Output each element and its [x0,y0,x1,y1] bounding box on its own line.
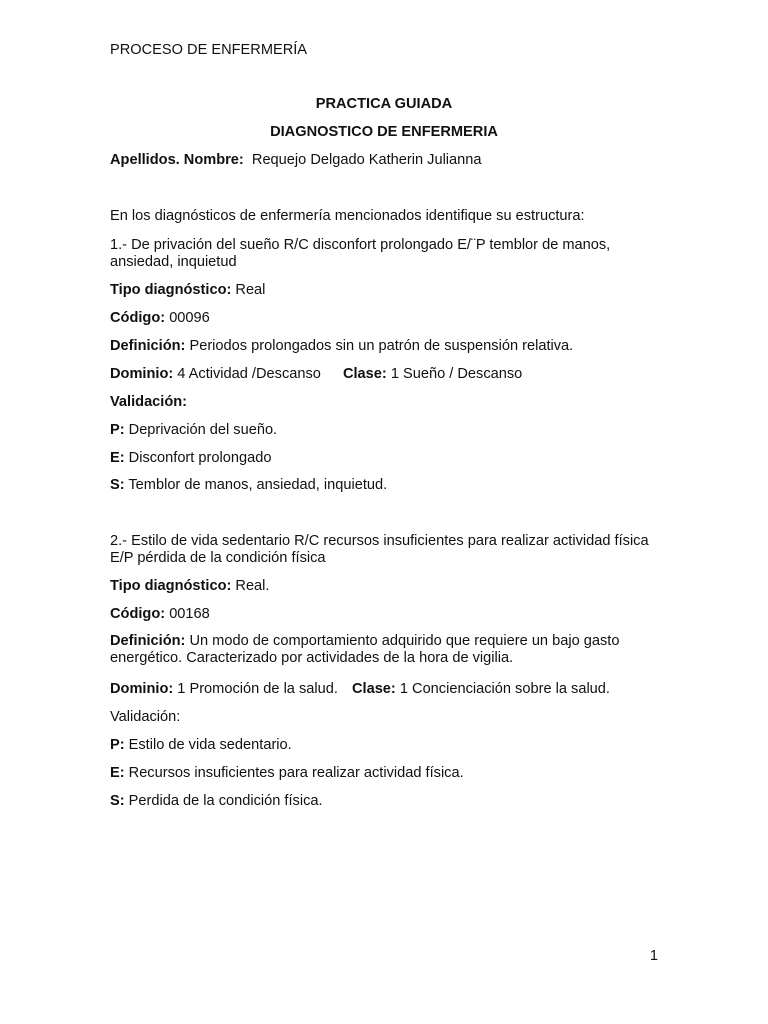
diagnosis-1-e: E: Disconfort prolongado [110,450,272,466]
instruction: En los diagnósticos de enfermería mencionados identifique su estructura: [110,208,585,224]
student-line [110,152,658,169]
diagnosis-2-definicion: Definición: Un modo de comportamiento adquirido que requiere un bajo gasto energético. Caracterizado por actividades de la hora de vigilia. [110,633,620,666]
diagnosis-1-validacion: Validación: [110,394,188,410]
page-number: 1 [649,948,658,964]
diagnosis-2-codigo: Código: 00168 [110,606,210,622]
diagnosis-1-definicion: Definición: Periodos prolongados sin un patrón de suspensión relativa. [110,338,574,354]
diagnosis-1-statement: 1.- De privación del sueño R/C disconfort prolongado E/¨P temblor de manos, ansiedad, inquietud [110,237,611,270]
page-header: PROCESO DE ENFERMERÍA [110,42,308,58]
diagnosis-2-s: S: Perdida de la condición física. [110,793,323,809]
student-name: Requejo Delgado Katherin Julianna [251,152,482,168]
diagnosis-1-dominio: Dominio: 4 Actividad /Descanso Clase: 1 Sueño / Descanso [110,366,523,382]
diagnosis-2-e: E: Recursos insuficientes para realizar actividad física. [110,765,464,781]
document-page [110,0,670,1024]
document-title: PRACTICA GUIADA [315,96,453,112]
diagnosis-2-p: P: Estilo de vida sedentario. [110,737,292,753]
diagnosis-1-s: S: Temblor de manos, ansiedad, inquietud. [110,477,388,493]
diagnosis-1-tipo: Tipo diagnóstico: Real [110,282,266,298]
student-label: Apellidos. Nombre: [110,152,244,168]
document-subtitle: DIAGNOSTICO DE ENFERMERIA [270,124,498,140]
diagnosis-1-p: P: Deprivación del sueño. [110,422,278,438]
diagnosis-2-tipo: Tipo diagnóstico: Real. [110,578,270,594]
diagnosis-2-validacion: Validación: [110,709,181,725]
diagnosis-1-codigo: Código: 00096 [110,310,210,326]
diagnosis-2-dominio: Dominio: 1 Promoción de la salud. Clase: 1 Concienciación sobre la salud. [110,681,610,697]
diagnosis-2-statement: 2.- Estilo de vida sedentario R/C recursos insuficientes para realizar actividad física E/P pérdida de la condición física [110,533,649,566]
